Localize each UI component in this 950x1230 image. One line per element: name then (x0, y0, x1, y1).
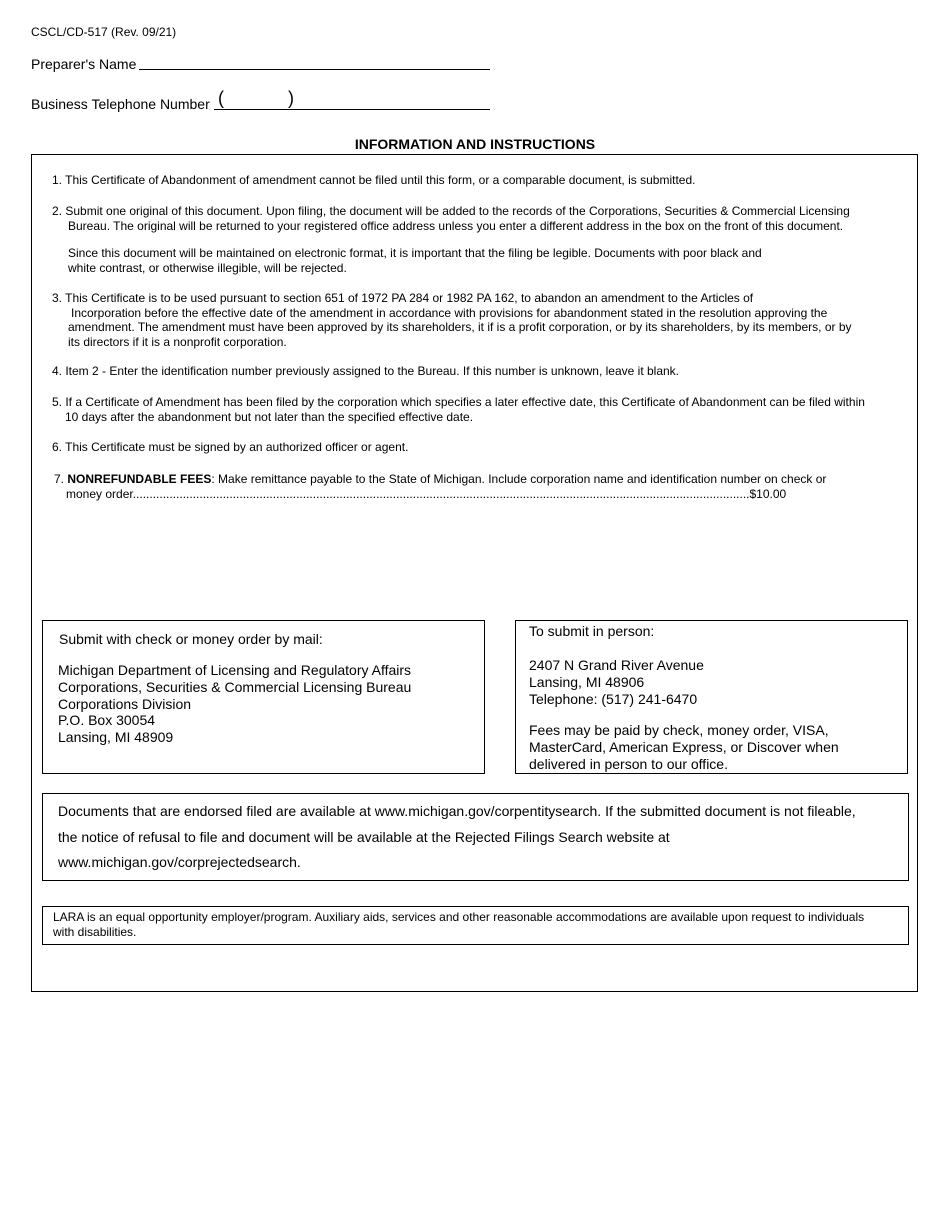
instruction-item-4: 4. Item 2 - Enter the identification number previously assigned to the Bureau. If this number is unknown, leave it blank. (52, 364, 680, 378)
instruction-item-7: 7. NONREFUNDABLE FEES: Make remittance payable to the State of Michigan. Include corporation name and identification number on check or money order.........................................................................................................................................................................................$10.00 (54, 472, 827, 501)
area-code-close-paren: ) (288, 88, 294, 108)
in-person-address: 2407 N Grand River Avenue Lansing, MI 48906 Telephone: (517) 241-6470 (529, 657, 704, 707)
eeo-notice-text: LARA is an equal opportunity employer/program. Auxiliary aids, services and other reasonable accommodations are available upon request to individuals with disabilities. (53, 910, 865, 939)
in-person-payment-info: Fees may be paid by check, money order, VISA, MasterCard, American Express, or Discover when delivered in person to our office. (529, 722, 839, 772)
instruction-item-5: 5. If a Certificate of Amendment has been filed by the corporation which specifies a later effective date, this Certificate of Abandonment can be filed within 10 days after the abandonment but not later than the specified effective date. (52, 395, 865, 424)
instruction-item-1: 1. This Certificate of Abandonment of amendment cannot be filed until this form, or a comparable document, is submitted. (52, 173, 696, 187)
mail-box-heading: Submit with check or money order by mail: (59, 631, 323, 647)
instruction-item-3: 3. This Certificate is to be used pursuant to section 651 of 1972 PA 284 or 1982 PA 162, to abandon an amendment to the Articles of Incorporation before the effective date of the amendment in accordance with provisions for abandonment stated in the resolution approving the amendment. The amendment must have been approved by its shareholders, it if is a profit corporation, or by its shareholders, by its members, or by its directors if it is a nonprofit corporation. (52, 291, 852, 349)
instruction-item-2-legibility: Since this document will be maintained on electronic format, it is important that the filing be legible. Documents with poor black and white contrast, or otherwise illegible, will be rejected. (68, 246, 762, 275)
in-person-box-heading: To submit in person: (529, 623, 655, 639)
instruction-item-2: 2. Submit one original of this document. Upon filing, the document will be added to the records of the Corporations, Securities & Commercial Licensing Bureau. The original will be returned to your registered office address unless you enter a different address in the box on the front of this document. (52, 204, 850, 233)
mail-address: Michigan Department of Licensing and Regulatory Affairs Corporations, Securities & Commercial Licensing Bureau Corporations Division P.O. Box 30054 Lansing, MI 48909 (58, 662, 412, 746)
area-code-open-paren: ( (218, 88, 224, 108)
filing-notice-text: Documents that are endorsed filed are available at www.michigan.gov/corpentitysearch. If the submitted document is not fileable, the notice of refusal to file and document will be available at the Rejected Filings Search website at www.michigan.gov/corprejectedsearch. (58, 803, 856, 870)
business-phone-label: Business Telephone Number (31, 96, 210, 112)
instructions-title: INFORMATION AND INSTRUCTIONS (354, 136, 596, 152)
preparer-name-label: Preparer's Name (31, 56, 137, 72)
instruction-item-6: 6. This Certificate must be signed by an authorized officer or agent. (52, 440, 409, 454)
form-number: CSCL/CD-517 (Rev. 09/21) (31, 25, 177, 39)
preparer-name-field[interactable] (139, 69, 490, 70)
business-phone-field[interactable] (214, 109, 490, 110)
